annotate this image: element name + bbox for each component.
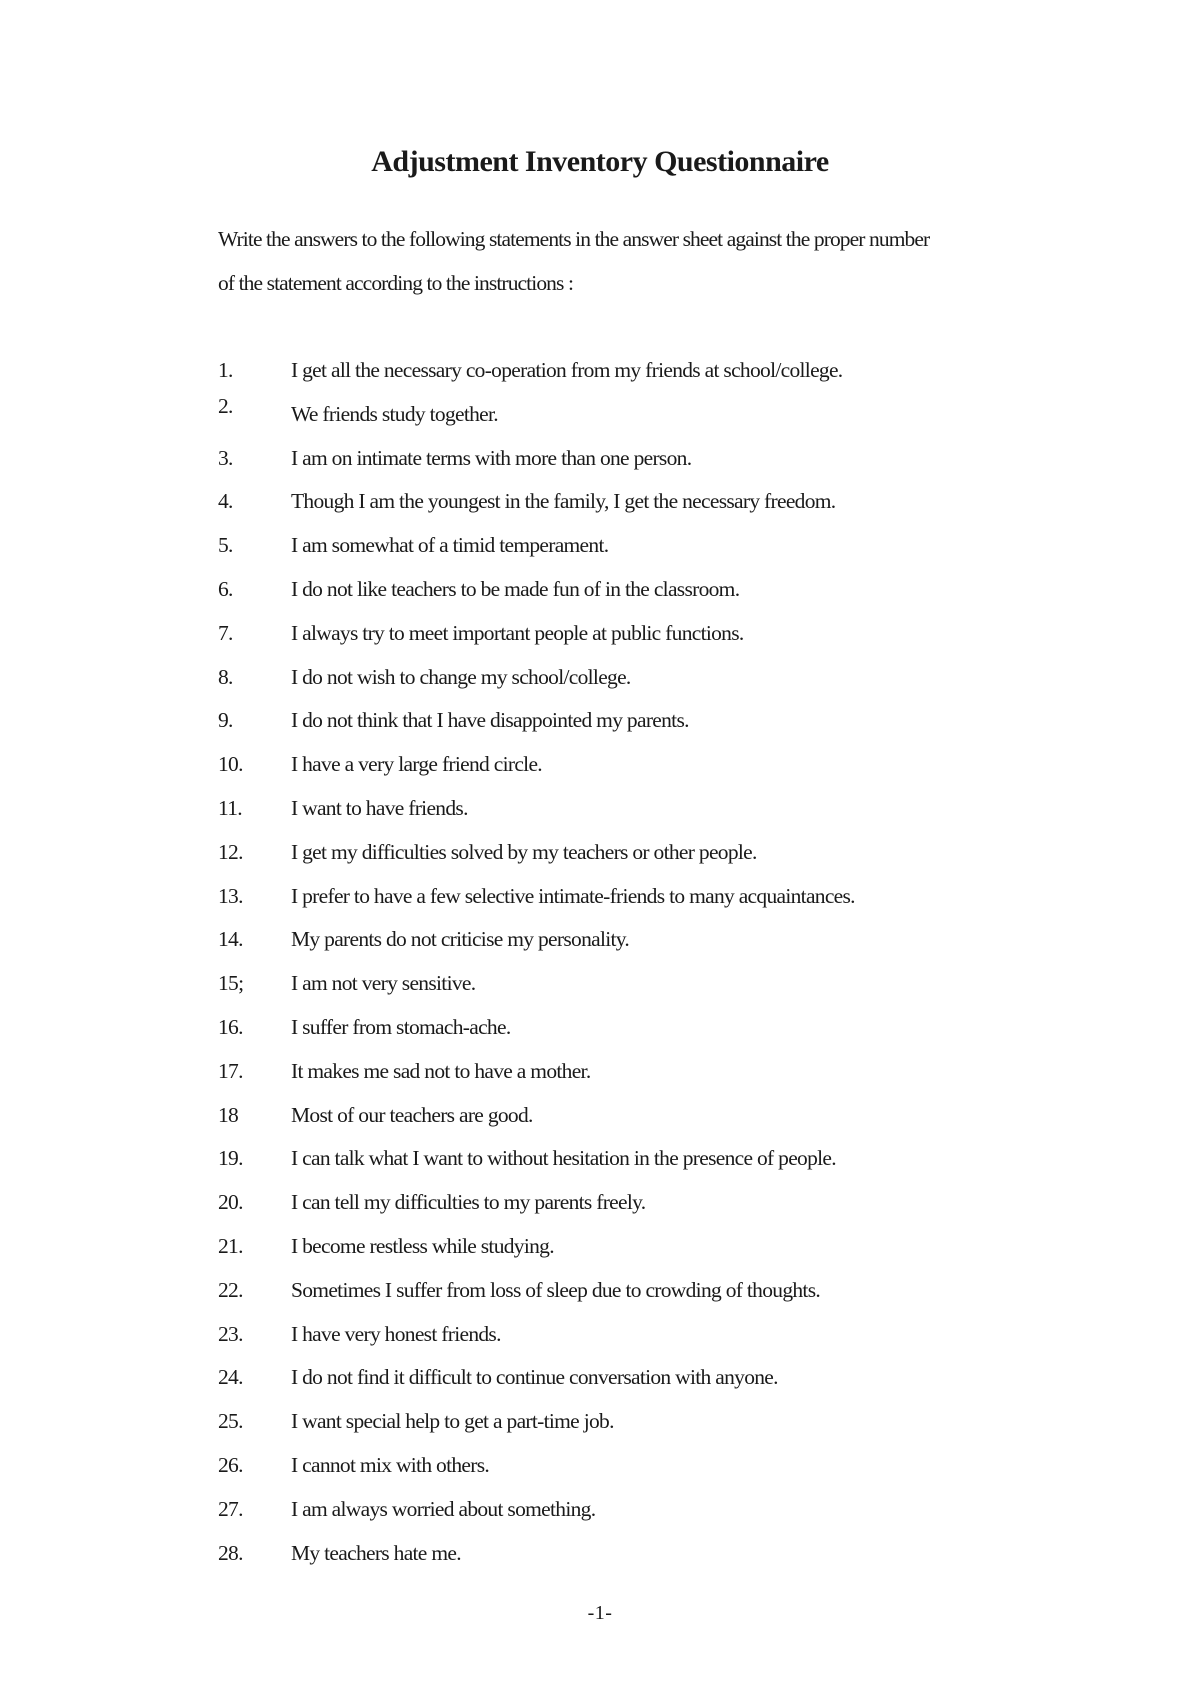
statement-number: 21.	[218, 1233, 243, 1258]
statement-item	[218, 1319, 1078, 1363]
statement-number: 26.	[218, 1452, 243, 1477]
statement-item	[218, 1187, 1078, 1231]
statement-number: 12.	[218, 839, 243, 864]
statement-number: 2.	[218, 393, 233, 418]
statement-item	[218, 486, 1078, 530]
statement-text: Sometimes I suffer from loss of sleep due to crowding of thoughts.	[291, 1277, 821, 1302]
statement-number: 15;	[218, 971, 244, 996]
statement-item	[218, 749, 1078, 793]
statement-item	[218, 1056, 1078, 1100]
statement-text: I have very honest friends.	[291, 1321, 501, 1346]
statement-item	[218, 1362, 1078, 1406]
statement-number: 9.	[218, 708, 233, 733]
statement-number: 19.	[218, 1146, 243, 1171]
statement-text: I do not think that I have disappointed my parents.	[291, 708, 689, 733]
statement-text: I can tell my difficulties to my parents freely.	[291, 1190, 646, 1215]
statement-item	[218, 355, 1078, 399]
statement-number: 1.	[218, 358, 233, 382]
statement-text: I suffer from stomach-ache.	[291, 1014, 511, 1039]
statement-list	[218, 355, 1078, 1581]
statement-item	[218, 574, 1078, 618]
statement-text: I cannot mix with others.	[291, 1452, 490, 1477]
statement-item	[218, 1275, 1078, 1319]
statement-item	[218, 705, 1078, 749]
statement-number: 3.	[218, 445, 233, 470]
statement-text: I have a very large friend circle.	[291, 752, 542, 777]
statement-number: 6.	[218, 576, 233, 601]
instructions-line: Write the answers to the following statements in the answer sheet against the proper number	[218, 227, 930, 251]
statement-item	[218, 1012, 1078, 1056]
statement-number: 25.	[218, 1409, 243, 1434]
statement-text: I am on intimate terms with more than one person.	[291, 445, 692, 470]
statement-number: 17.	[218, 1058, 243, 1083]
statement-number: 24.	[218, 1365, 243, 1390]
statement-number: 20.	[218, 1190, 243, 1215]
statement-text: I can talk what I want to without hesitation in the presence of people.	[291, 1146, 836, 1171]
page-number: -1-	[587, 1602, 613, 1624]
statement-text: I am not very sensitive.	[291, 971, 476, 996]
statement-number: 22.	[218, 1277, 243, 1302]
statement-text: My teachers hate me.	[291, 1540, 461, 1565]
statement-text: We friends study together.	[291, 401, 498, 426]
statement-text: It makes me sad not to have a mother.	[291, 1058, 591, 1083]
statement-number: 8.	[218, 664, 233, 689]
statement-number: 28.	[218, 1540, 243, 1565]
statement-text: I always try to meet important people at public functions.	[291, 620, 744, 645]
statement-item	[218, 530, 1078, 574]
statement-item	[218, 1231, 1078, 1275]
statement-item	[218, 662, 1078, 706]
statement-number: 27.	[218, 1496, 243, 1521]
statement-text: I do not wish to change my school/college.	[291, 664, 631, 689]
statement-number: 7.	[218, 620, 233, 645]
statement-text: I prefer to have a few selective intimate-friends to many acquaintances.	[291, 883, 855, 908]
statement-item	[218, 793, 1078, 837]
statement-number: 4.	[218, 489, 233, 514]
instructions-paragraph	[218, 217, 1038, 305]
statement-text: I do not like teachers to be made fun of in the classroom.	[291, 576, 740, 601]
statement-item	[218, 618, 1078, 662]
statement-item	[218, 924, 1078, 968]
statement-number: 13.	[218, 883, 243, 908]
statement-item	[218, 1450, 1078, 1494]
statement-text: I get all the necessary co-operation from my friends at school/college.	[291, 358, 843, 382]
statement-item	[218, 1406, 1078, 1450]
statement-item	[218, 1143, 1078, 1187]
statement-text: I become restless while studying.	[291, 1233, 554, 1258]
statement-number: 18	[218, 1102, 239, 1127]
statement-number: 5.	[218, 533, 233, 558]
statement-item	[218, 1494, 1078, 1538]
statement-number: 14.	[218, 927, 243, 952]
statement-item	[218, 443, 1078, 487]
document-title: Adjustment Inventory Questionnaire	[371, 145, 829, 178]
statement-text: I get my difficulties solved by my teachers or other people.	[291, 839, 757, 864]
statement-item	[218, 968, 1078, 1012]
statement-item	[218, 837, 1078, 881]
statement-text: I want to have friends.	[291, 795, 468, 820]
statement-text: Though I am the youngest in the family, I get the necessary freedom.	[291, 489, 836, 514]
statement-text: Most of our teachers are good.	[291, 1102, 533, 1127]
statement-item	[218, 1100, 1078, 1144]
statement-number: 10.	[218, 752, 243, 777]
statement-item	[218, 881, 1078, 925]
statement-item	[218, 1538, 1078, 1582]
statement-number: 16.	[218, 1014, 243, 1039]
statement-number: 23.	[218, 1321, 243, 1346]
statement-item	[218, 393, 1078, 443]
statement-text: I want special help to get a part-time job.	[291, 1409, 614, 1434]
statement-text: I am somewhat of a timid temperament.	[291, 533, 609, 558]
statement-text: My parents do not criticise my personality.	[291, 927, 630, 952]
statement-text: I do not find it difficult to continue conversation with anyone.	[291, 1365, 778, 1390]
statement-number: 11.	[218, 795, 242, 820]
instructions-line: of the statement according to the instructions :	[218, 271, 574, 295]
statement-text: I am always worried about something.	[291, 1496, 596, 1521]
